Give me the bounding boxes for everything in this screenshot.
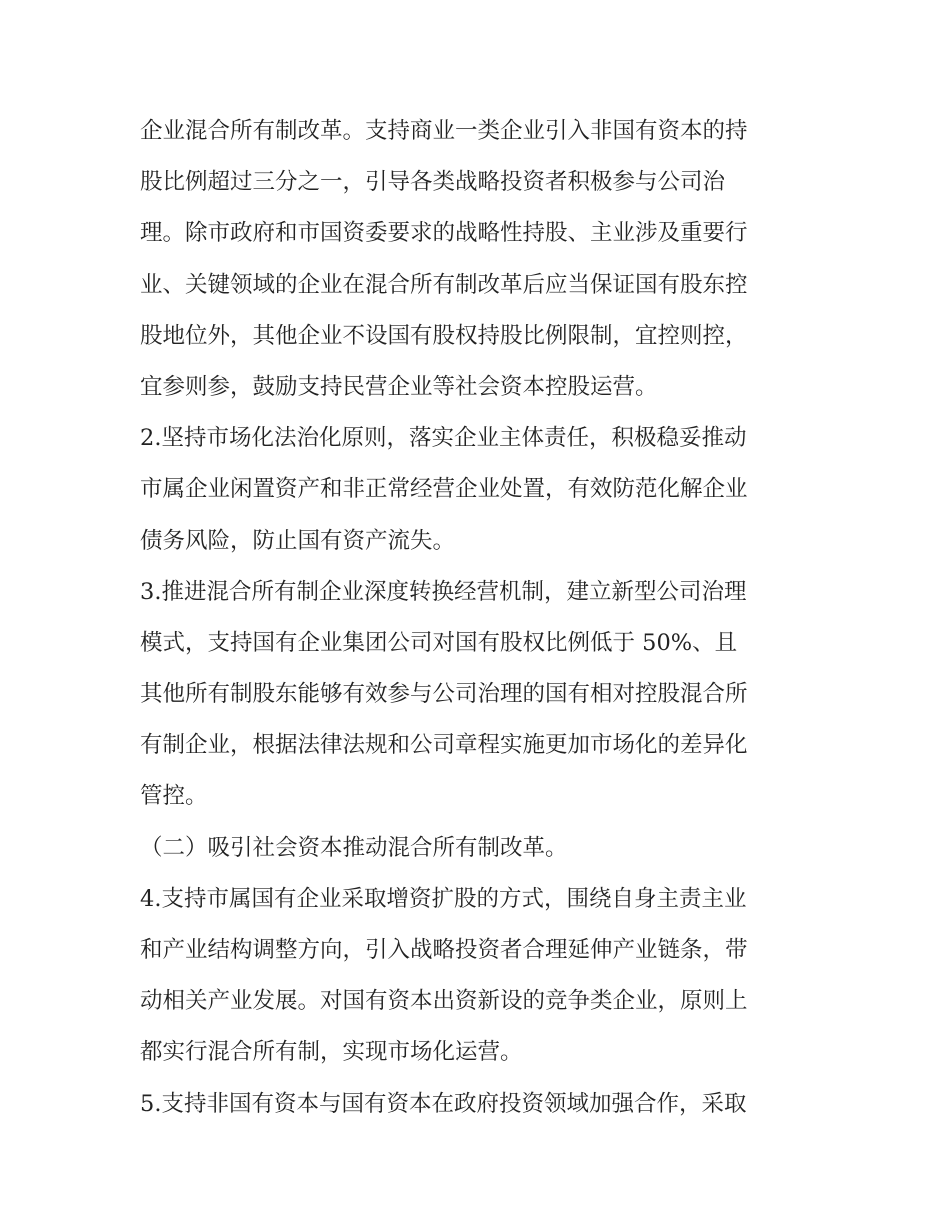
text-line: 股比例超过三分之一，引导各类战略投资者积极参与公司治	[140, 169, 726, 196]
text-line: 企业混合所有制改革。支持商业一类企业引入非国有资本的持	[140, 118, 748, 144]
text-line: 管控。	[140, 783, 208, 810]
text-line: （二）吸引社会资本推动混合所有制改革。	[140, 834, 568, 861]
text-line: 和产业结构调整方向，引入战略投资者合理延伸产业链条，带	[140, 937, 748, 963]
text-line: 其他所有制股东能够有效参与公司治理的国有相对控股混合所	[140, 681, 748, 708]
text-line: 有制企业，根据法律法规和公司章程实施更加市场化的差异化	[140, 732, 748, 759]
text-line: 业、关键领域的企业在混合所有制改革后应当保证国有股东控	[140, 271, 748, 298]
text-line: 4.支持市属国有企业采取增资扩股的方式，围绕自身主责主业	[140, 885, 747, 912]
text-line: 市属企业闲置资产和非正常经营企业处置，有效防范化解企业	[140, 476, 748, 503]
text-line: 2.坚持市场化法治化原则，落实企业主体责任，积极稳妥推动	[140, 425, 747, 452]
text-line: 模式，支持国有企业集团公司对国有股权比例低于 50%、且	[140, 629, 738, 656]
document-body	[140, 106, 820, 1130]
text-line: 都实行混合所有制，实现市场化运营。	[140, 1039, 523, 1066]
text-line: 5.支持非国有资本与国有资本在政府投资领域加强合作，采取	[140, 1090, 747, 1117]
text-line: 动相关产业发展。对国有资本出资新设的竞争类企业，原则上	[140, 988, 748, 1015]
text-line: 理。除市政府和市国资委要求的战略性持股、主业涉及重要行	[140, 220, 748, 247]
text-line: 宜参则参，鼓励支持民营企业等社会资本控股运营。	[140, 373, 658, 400]
text-line: 股地位外，其他企业不设国有股权持股比例限制，宜控则控，	[140, 322, 748, 349]
text-line: 债务风险，防止国有资产流失。	[140, 527, 456, 554]
text-line: 3.推进混合所有制企业深度转换经营机制，建立新型公司治理	[140, 578, 747, 605]
